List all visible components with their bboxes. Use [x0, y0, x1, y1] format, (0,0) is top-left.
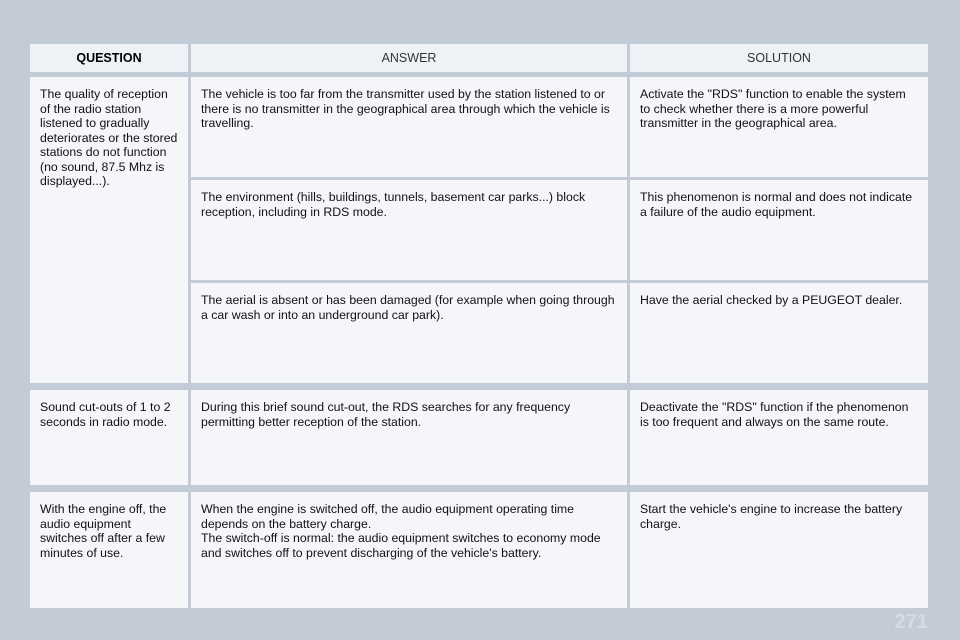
answer-cell: The vehicle is too far from the transmitter used by the station listened to or there is no transmitter in the geographical area through which the vehicle is travelling. — [191, 77, 627, 177]
solution-cell: Activate the "RDS" function to enable the system to check whether there is a more powerful transmitter in the geographical area. — [630, 77, 928, 177]
answer-cell: The aerial is absent or has been damaged (for example when going through a car wash or into an underground car park). — [191, 283, 627, 383]
question-cell: The quality of reception of the radio station listened to gradually deteriorates or the stored stations do not function (no sound, 87.5 Mhz is displayed...). — [30, 77, 188, 383]
answer-cell: When the engine is switched off, the audio equipment operating time depends on the battery charge. The switch-off is normal: the audio equipment switches to economy mode and switches off to prevent discharging of the vehicle's battery. — [191, 492, 627, 608]
solution-cell: Start the vehicle's engine to increase the battery charge. — [630, 492, 928, 608]
solution-cell: Deactivate the "RDS" function if the phenomenon is too frequent and always on the same route. — [630, 390, 928, 485]
header-solution: SOLUTION — [630, 44, 928, 72]
header-question: QUESTION — [30, 44, 188, 72]
solution-cell: This phenomenon is normal and does not indicate a failure of the audio equipment. — [630, 180, 928, 280]
question-cell: With the engine off, the audio equipment switches off after a few minutes of use. — [30, 492, 188, 608]
page-number: 271 — [894, 611, 928, 633]
answer-cell: During this brief sound cut-out, the RDS searches for any frequency permitting better reception of the station. — [191, 390, 627, 485]
header-answer: ANSWER — [191, 44, 627, 72]
question-cell: Sound cut-outs of 1 to 2 seconds in radio mode. — [30, 390, 188, 485]
solution-cell: Have the aerial checked by a PEUGEOT dealer. — [630, 283, 928, 383]
answer-cell: The environment (hills, buildings, tunnels, basement car parks...) block reception, including in RDS mode. — [191, 180, 627, 280]
